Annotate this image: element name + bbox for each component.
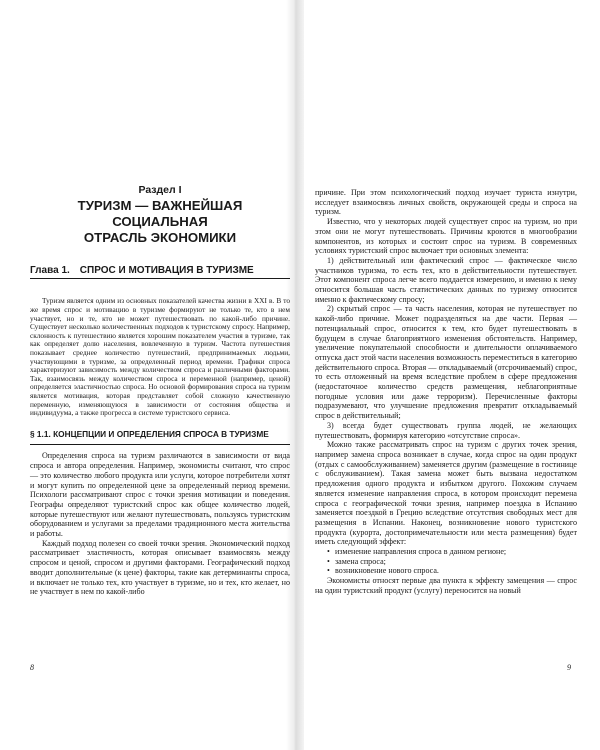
list-item-no-demand: 3) всегда будет существовать группа людей, не желающих путешествовать, формируя категорию «отсутствие спроса». [315,420,577,440]
section-title-line: ТУРИЗМ — ВАЖНЕЙШАЯ СОЦИАЛЬНАЯ [77,197,243,229]
chapter-title: СПРОС И МОТИВАЦИЯ В ТУРИЗМЕ [79,264,254,276]
chapter-number: Глава 1. [30,264,70,276]
left-page [30,186,290,597]
chapter-heading [30,266,290,276]
section-title [30,198,290,246]
right-page [315,188,577,596]
effects-list-item: • возникновение нового спроса. [327,566,577,576]
list-item-actual-demand: 1) действительный или фактический спрос — фактическое число участников туризма, то есть тех, кто в действительности путешествует. Этот компонент спроса легче всего поддается измерению, и именно к нему относится большая часть статистических данных по туризму относится именно к фактическому спросу; [315,255,577,304]
known-paragraph: Известно, что у некоторых людей существует спрос на туризм, но при этом они не могут путешествовать. Причины кроются в многообразии компонентов, из которых и состоит спрос на туризм. В современных условиях туристский спрос включает три основных элемента: [315,217,577,256]
section-label: Раздел I [138,184,182,196]
effects-list-item: • изменение направления спроса в данном регионе; [327,547,577,557]
definitions-paragraph: Определения спроса на туризм различаются в зависимости от вида спроса и автора определения. Например, экономисты считают, что спрос — это количество любого продукта или услуги, которое потребители хотят и могут купить по определенной цене за определенный период времени. Психологи рассматривают спрос с точки зрения мотивации и поведения. Географы определяют туристский спрос как общее количество людей, которые путешествуют или желают путешествовать, пользуясь туристским оборудованием и услугами за пределами традиционного места жительства и работы. [30,451,290,539]
effects-list-item: • замена спроса; [327,557,577,567]
continuation-paragraph: причине. При этом психологический подход изучает туриста изнутри, исследует взаимосвязь личных свойств, окружающей среды и спроса на туризм. [315,188,577,217]
page-number-left: 8 [30,663,34,672]
intro-paragraph: Туризм является одним из основных показателей качества жизни в XXI в. В то же время спрос и мотивацию в туризме формируют не только те, кто в нем участвует, но и те, кто не может путешествовать по какой-либо причине. Существует несколько количественных подходов к туристскому спросу. Например, склонность к путешествию является хорошим показателем участия в туризме, так как определяет долю населения, вовлеченную в туризм. Частота путешествия показывает среднее количество путешествий, предпринимаемых людьми, участвующими в туризме, за определенный период времени. Графики спроса характеризуют зависимость между количеством спроса и различными факторами. Так, взаимосвязь между количеством спроса и переменной (например, ценой) определяется эластичностью спроса. Но основой формирования спроса на туризм является мотивация, которая представляет собой сложную качественную переменную, изменяющуюся в зависимости от состояния общества и индивидуума, а также прогресса в системе туристского сервиса. [30,296,290,418]
section-title-line: ОТРАСЛЬ ЭКОНОМИКИ [83,229,237,245]
page-number-right: 9 [567,663,571,672]
chapter-divider [30,278,290,279]
viewpoint-paragraph: Каждый подход полезен со своей точки зрения. Экономический подход рассматривает эластичность, которая описывает взаимосвязь между спросом и ценой, спросом и другими факторами. Географический подход вводит дополнительные (к цене) факторы, такие как детерминанты спроса, и включает не только тех, кто участвует в туризме, но и тех, кто желает, но не участвует в нем по какой-либо [30,538,290,597]
other-types-paragraph: Можно также рассматривать спрос на туризм с других точек зрения, например замена спроса возникает в случае, когда спрос на один продукт (отдых с самообслуживанием) заменяется другим (размещение в гостинице с обслуживанием). Такая замена может быть вызвана недостатком предложения одного продукта и избытком другого. Похожим случаем является изменение направления спроса, в котором происходит перемена спроса с географической точки зрения, например поездка в Испанию заменяется поездкой в Грецию вследствие отсутствия свободных мест для размещения в Испании. Наконец, возникновение нового туристского продукта (курорта, достопримечательности или места размещения) будет иметь следующий эффект: [315,440,577,547]
list-item-hidden-demand: 2) скрытый спрос — та часть населения, которая не путешествует по какой-либо причине. Может подразделяться на две части. Первая — потенциальный спрос, относится к тем, кто будет путешествовать в будущем в случае благоприятного изменения обстоятельств. Например, увеличение покупательной способности и длительности оплачиваемого отпуска даст этой части населения возможность переместиться в категорию действительного спроса. Вторая — откладываемый (отсрочиваемый) спрос, то есть отложенный на время вследствие проблем в сфере предложения (недостаточное количество средств размещения, неблагоприятные погодные условия или даже терроризм). Перечисленные факторы подразумевают, что улучшение предложения превратит откладываемый спрос в действительный; [315,304,577,421]
effects-list [315,547,577,576]
paragraph-divider [30,444,290,445]
final-paragraph: Экономисты относят первые два пункта к эффекту замещения — спрос на один туристский продукт (услугу) переносится на новый [315,576,577,595]
paragraph-heading: § 1.1. КОНЦЕПЦИИ И ОПРЕДЕЛЕНИЯ СПРОСА В ТУРИЗМЕ [30,428,269,439]
